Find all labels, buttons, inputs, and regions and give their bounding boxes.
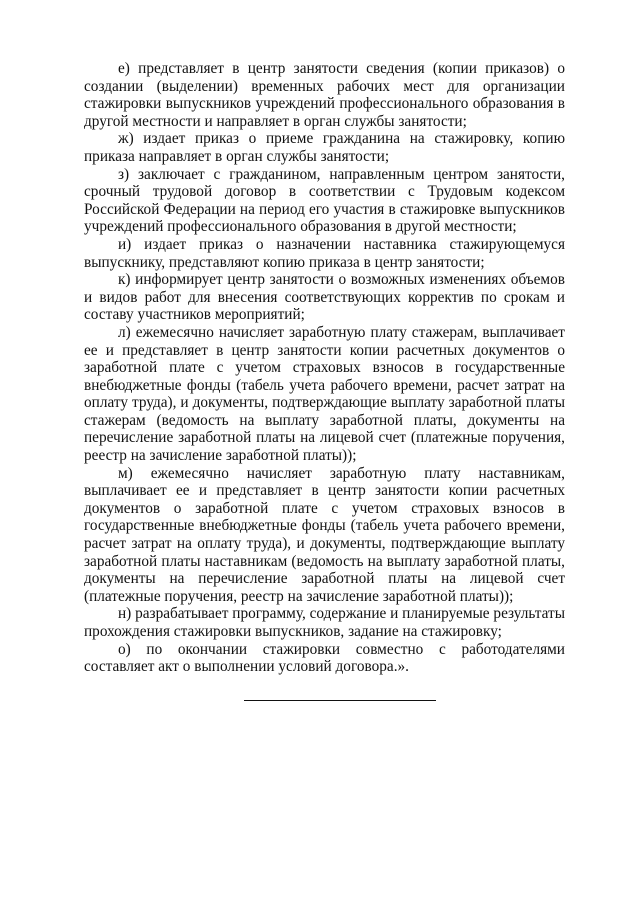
paragraph-e: е) представляет в центр занятости сведения (копии приказов) о создании (выделении) временных рабочих мест для организации стажировки выпускников учреждений профессионального образования в другой местности и направляет в орган службы занятости;: [84, 60, 565, 130]
paragraph-z: з) заключает с гражданином, направленным центром занятости, срочный трудовой договор в соответствии с Трудовым кодексом Российской Федерации на период его участия в стажировке выпускников учреждений профессионального образования в другой местности;: [84, 165, 565, 236]
paragraph-n: н) разрабатывает программу, содержание и планируемые результаты прохождения стажировки выпускников, задание на стажировку;: [84, 605, 565, 640]
document-body: [84, 60, 565, 676]
paragraph-o: о) по окончании стажировки совместно с работодателями составляет акт о выполнении условий договора.».: [84, 640, 565, 676]
end-divider-line: [244, 700, 436, 701]
paragraph-i: и) издает приказ о назначении наставника стажирующемуся выпускнику, представляют копию приказа в центр занятости;: [84, 235, 565, 271]
paragraph-k: к) информирует центр занятости о возможных изменениях объемов и видов работ для внесения соответствующих корректив по срокам и составу участников мероприятий;: [84, 271, 565, 324]
paragraph-m: м) ежемесячно начисляет заработную плату наставникам, выплачивает ее и представляет в центр занятости копии расчетных документов о заработной плате с учетом страховых взносов в государственные внебюджетные фонды (табель учета рабочего времени, расчет затрат на оплату труда), и документы, подтверждающие выплату заработной платы наставникам (ведомость на выплату заработной платы, документы на перечисление заработной платы на лицевой счет (платежные поручения, реестр на зачисление заработной платы));: [84, 464, 565, 605]
paragraph-zh: ж) издает приказ о приеме гражданина на стажировку, копию приказа направляет в орган службы занятости;: [84, 130, 565, 165]
paragraph-l: л) ежемесячно начисляет заработную плату стажерам, выплачивает ее и представляет в центр занятости копии расчетных документов о заработной плате с учетом страховых взносов в государственные внебюджетные фонды (табель учета рабочего времени, расчет затрат на оплату труда), и документы, подтверждающие выплату заработной платы стажерам (ведомость на выплату заработной платы, документы на перечисление заработной платы на лицевой счет (платежные поручения, реестр на зачисление заработной платы));: [84, 323, 565, 465]
